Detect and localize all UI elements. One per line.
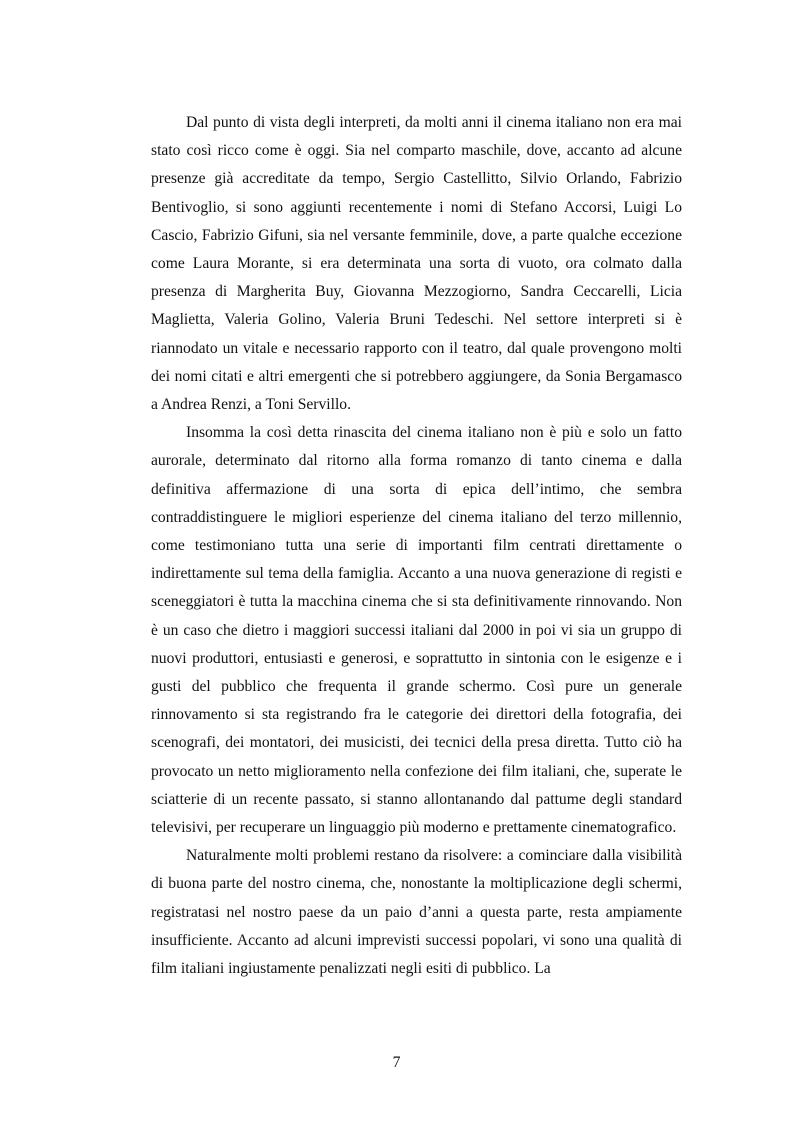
- page-number: 7: [392, 1054, 401, 1071]
- paragraph-rinascita: Insomma la così detta rinascita del cinema italiano non è più e solo un fatto aurorale, determinato dal ritorno alla forma romanzo di tanto cinema e dalla definitiva affermazione di una sorta di epica dell’intimo, che sembra contraddistinguere le migliori esperienze del cinema italiano del terzo millennio, come testimoniano tutta una serie di importanti film centrati direttamente o indirettamente sul tema della famiglia. Accanto a una nuova generazione di registi e sceneggiatori è tutta la macchina cinema che si sta definitivamente rinnovando. Non è un caso che dietro i maggiori successi italiani dal 2000 in poi vi sia un gruppo di nuovi produttori, entusiasti e generosi, e soprattutto in sintonia con le esigenze e i gusti del pubblico che frequenta il grande schermo. Così pure un generale rinnovamento si sta registrando fra le categorie dei direttori della fotografia, dei scenografi, dei montatori, dei musicisti, dei tecnici della presa diretta. Tutto ciò ha provocato un netto miglioramento nella confezione dei film italiani, che, superate le sciatterie di un recente passato, si stanno allontanando dal pattume degli standard televisivi, per recuperare un linguaggio più moderno e prettamente cinematografico.: [151, 424, 682, 837]
- document-body: [151, 109, 682, 983]
- paragraph-problemi: Naturalmente molti problemi restano da risolvere: a cominciare dalla visibilità di buona parte del nostro cinema, che, nonostante la moltiplicazione degli schermi, registratasi nel nostro paese da un paio d’anni a questa parte, resta ampiamente insufficiente. Accanto ad alcuni imprevisti successi popolari, vi sono una qualità di film italiani ingiustamente penalizzati negli esiti di pubblico. La: [151, 847, 682, 978]
- paragraph-interpreti: Dal punto di vista degli interpreti, da molti anni il cinema italiano non era mai stato così ricco come è oggi. Sia nel comparto maschile, dove, accanto ad alcune presenze già accreditate da tempo, Sergio Castellitto, Silvio Orlando, Fabrizio Bentivoglio, si sono aggiunti recentemente i nomi di Stefano Accorsi, Luigi Lo Cascio, Fabrizio Gifuni, sia nel versante femminile, dove, a parte qualche eccezione come Laura Morante, si era determinata una sorta di vuoto, ora colmato dalla presenza di Margherita Buy, Giovanna Mezzogiorno, Sandra Ceccarelli, Licia Maglietta, Valeria Golino, Valeria Bruni Tedeschi. Nel settore interpreti si è riannodato un vitale e necessario rapporto con il teatro, dal quale provengono molti dei nomi citati e altri emergenti che si potrebbero aggiungere, da Sonia Bergamasco a Andrea Renzi, a Toni Servillo.: [151, 114, 682, 414]
